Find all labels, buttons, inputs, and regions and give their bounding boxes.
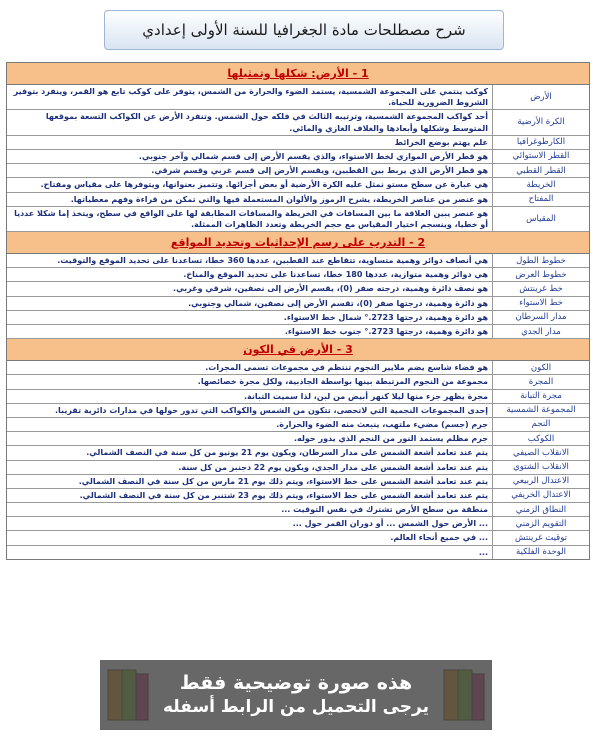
table-row <box>7 418 589 432</box>
definition-cell: مجرة يظهر جزء منها ليلا كنهر أبيض من لبن، لذا سميت التبانة. <box>243 391 488 401</box>
term-cell: الكرة الأرضية <box>492 110 589 134</box>
page-title-text: شرح مصطلحات مادة الجغرافيا للسنة الأولى إعدادي <box>142 21 466 39</box>
term-cell: الانقلاب الشتوي <box>492 461 589 474</box>
term-cell: المقياس <box>492 207 589 231</box>
table-row <box>7 297 589 311</box>
definition-cell: ... في جميع أنحاء العالم. <box>390 533 488 543</box>
table-row <box>7 375 589 389</box>
definition-cell: أحد كواكب المجموعة الشمسية، وترتيبه الثالث في فلكه حول الشمس. وتنفرد الأرض عن الكواكب التسعة بموقعها المتوسط وشكلها وأبعادها والغلاف الغازي والمائي. <box>45 112 488 133</box>
term-cell: خطوط الطول <box>492 254 589 267</box>
definition-cell: يتم عند تعامد أشعة الشمس على خط الاستواء، ويتم ذلك يوم 23 شتنبر من كل سنة في النصف الشمالي. <box>79 490 488 500</box>
definition-cell: هو دائرة وهمية، درجتها صفر (0)، تقسم الأرض إلى نصفين، شمالي وجنوبي. <box>188 298 488 308</box>
table-row <box>7 475 589 489</box>
table-row <box>7 546 589 559</box>
term-cell: توقيت غرينتش <box>492 531 589 544</box>
definition-cell: إحدى المجموعات النجمية التي لاتحصى، تتكون من الشمس والكواكب التي تدور حولها في مدارات دائرية تقريبا. <box>55 405 488 415</box>
table-row <box>7 503 589 517</box>
definition-cell: منطقة من سطح الأرض تشترك في نفس التوقيت ... <box>281 505 488 515</box>
term-cell: النطاق الزمني <box>492 503 589 516</box>
term-cell: الاعتدال الخريفي <box>492 489 589 502</box>
definition-cell: هو قطر الأرض الموازي لخط الاستواء، والذي يقسم الأرض إلى قسم شمالي وآخر جنوبي. <box>138 151 488 161</box>
term-cell: التقويم الزمني <box>492 517 589 530</box>
term-cell: الانقلاب الصيفي <box>492 446 589 459</box>
table-row <box>7 531 589 545</box>
definition-cell: هو قطر الأرض الذي يربط بين القطبين، ويقسم الأرض إلى قسم غربي وقسم شرقي. <box>151 166 488 176</box>
overlay-line-2: يرجى التحميل من الرابط أسفله <box>162 697 430 718</box>
term-cell: مدار الجدي <box>492 325 589 338</box>
term-cell: الكون <box>492 361 589 374</box>
term-cell: الكارطوغرافيا <box>492 136 589 149</box>
definition-cell: كوكب ينتمي على المجموعة الشمسية، يستمد الضوء والحرارة من الشمس، يتوفر على كوكب تابع هو القمر، وينفرد بتوفير الشروط الضرورية للحياة. <box>13 87 488 108</box>
table-row <box>7 110 589 135</box>
table-row <box>7 282 589 296</box>
definition-cell: هو عنصر يبين العلاقة ما بين المسافات في الخريطة والمسافات المطابقة لها على الواقع في سطح، ويتخذ إما شكلا عدديا أو خطيا، وينسجم اختيار المقياس مع حجم الخريطة وتعدد الظاهرات الممثلة. <box>14 208 488 229</box>
section-heading <box>7 232 589 254</box>
section-heading-text: 2 - التدرب على رسم الإحداثيات وتحديد المواقع <box>170 236 426 250</box>
table-row <box>7 390 589 404</box>
section-heading-text: 3 - الأرض في الكون <box>243 343 353 357</box>
term-cell: خطوط العرض <box>492 268 589 281</box>
section-heading <box>7 339 589 361</box>
term-cell: الكوكب <box>492 432 589 445</box>
table-row <box>7 446 589 460</box>
term-cell: مدار السرطان <box>492 311 589 324</box>
term-cell: النجم <box>492 418 589 431</box>
table-row <box>7 193 589 207</box>
table-row <box>7 164 589 178</box>
term-cell: القطر الاستوائي <box>492 150 589 163</box>
definition-cell: هو نصف دائرة وهمية، درجته صفر (0)، يقسم الأرض إلى نصفين، شرقي وغربي. <box>173 284 488 294</box>
term-cell: المجموعة الشمسية <box>492 404 589 417</box>
table-row <box>7 311 589 325</box>
table-row <box>7 517 589 531</box>
definition-cell: هو دائرة وهمية، درجتها 2723.° جنوب خط الاستواء. <box>284 327 488 336</box>
term-cell: الوحدة الفلكية <box>492 546 589 559</box>
definition-cell: يتم عند تعامد أشعة الشمس على مدار الجدي، ويكون يوم 22 دجنبر من كل سنة. <box>178 462 488 472</box>
table-row <box>7 136 589 150</box>
overlay-line-1: هذه صورة توضيحية فقط <box>179 671 413 694</box>
terms-table <box>6 62 590 560</box>
term-cell: الاعتدال الربيعي <box>492 475 589 488</box>
term-cell: الخريطة <box>492 178 589 191</box>
table-row <box>7 432 589 446</box>
definition-cell: ... <box>478 547 488 557</box>
table-row <box>7 489 589 503</box>
table-row <box>7 268 589 282</box>
term-cell: خط غرينتش <box>492 282 589 295</box>
table-row <box>7 178 589 192</box>
definition-cell: هي أنصاف دوائر وهمية متساوية، تتقاطع عند القطبين، عددها 360 خطا، تساعدنا على تحديد الموقع والتوقيت. <box>57 256 488 266</box>
section-heading <box>7 63 589 85</box>
term-cell: مجرة التبانة <box>492 390 589 403</box>
definition-cell: ... الأرض حول الشمس ... أو دوران القمر حول ... <box>292 519 488 529</box>
term-cell: القطر القطبي <box>492 164 589 177</box>
definition-cell: علم يهتم بوضع الخرائط <box>394 137 488 147</box>
definition-cell: يتم عند تعامد أشعة الشمس على مدار السرطان، ويكون يوم 21 يونيو من كل سنة في النصف الشمالي. <box>86 448 488 458</box>
table-row <box>7 207 589 232</box>
definition-cell: هي دوائر وهمية متوازية، عددها 180 خطا، تساعدنا على تحديد الموقع والمناخ. <box>183 270 488 280</box>
term-cell: خط الاستواء <box>492 297 589 310</box>
term-cell: الأرض <box>492 85 589 109</box>
definition-cell: جرم (جسم) مضيء ملتهب، ينبعث منه الضوء والحرارة. <box>276 419 488 429</box>
table-row <box>7 325 589 339</box>
definition-cell: يتم عند تعامد أشعة الشمس على خط الاستواء، ويتم ذلك يوم 21 مارس من كل سنة في النصف الشمالي. <box>78 476 488 486</box>
table-row <box>7 85 589 110</box>
table-row <box>7 404 589 418</box>
table-row <box>7 254 589 268</box>
table-row <box>7 461 589 475</box>
term-cell: المجرة <box>492 375 589 388</box>
definition-cell: هي عبارة عن سطح مستو نمثل عليه الكرة الأرضية أو بعض أجزائها. وتتميز بعنوانها، ويتوفرها على مقياس ومفتاح. <box>40 180 488 190</box>
definition-cell: جرم مظلم يستمد النور من النجم الذي يدور حوله. <box>294 434 488 444</box>
table-row <box>7 361 589 375</box>
page-title <box>104 10 504 50</box>
table-row <box>7 150 589 164</box>
section-heading-text: 1 - الأرض: شكلها وتمثيلها <box>227 67 369 80</box>
definition-cell: هو دائرة وهمية، درجتها 2723.° شمال خط الاستواء. <box>283 312 488 322</box>
watermark-overlay <box>100 660 492 730</box>
definition-cell: مجموعة من النجوم المرتبطة بينها بواسطة الجاذبية، ولكل مجرة خصائصها. <box>197 377 488 387</box>
term-cell: المفتاح <box>492 193 589 206</box>
definition-cell: هو عنصر من عناصر الخريطة، يشرح الرموز والألوان المستعملة فيها والتي تمكن من قراءة وفهم معطياتها. <box>70 194 488 204</box>
definition-cell: هو فضاء شاسع يضم ملايير النجوم تنتظم في مجموعات تسمى المجرات. <box>205 363 488 373</box>
